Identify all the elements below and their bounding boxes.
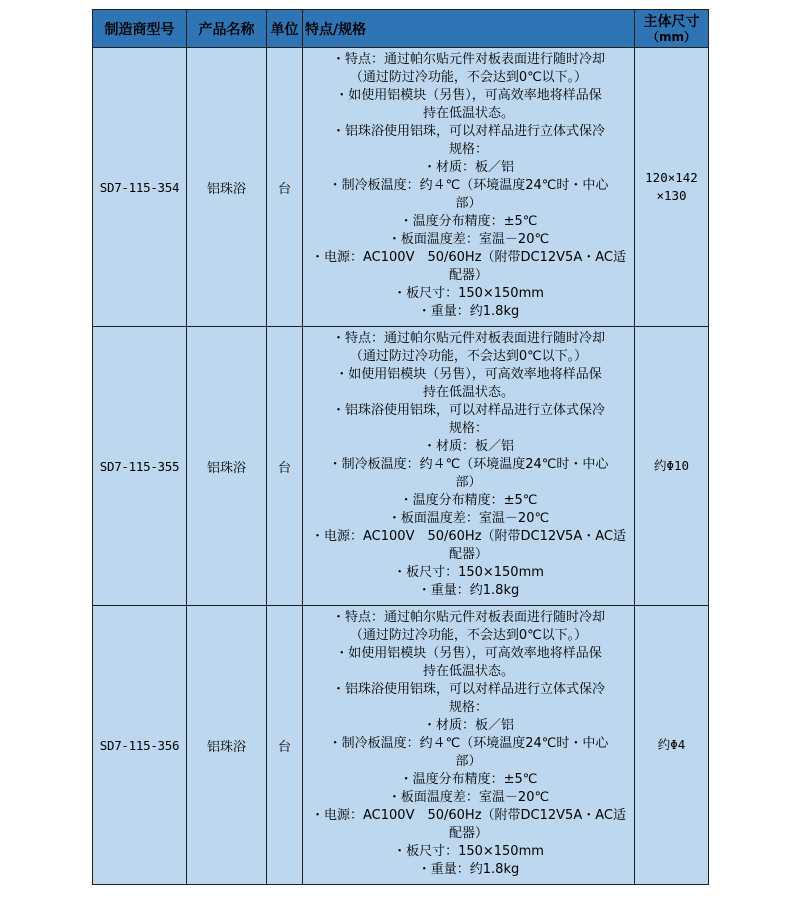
spec-line: ・温度分布精度：±5℃ [399, 214, 538, 229]
spec-line: ・温度分布精度：±5℃ [399, 493, 538, 508]
spec-line: （通过防过冷功能，不会达到0℃以下。） [349, 628, 588, 643]
spec-line: ・特点：通过帕尔贴元件对板表面进行随时冷却 [331, 610, 605, 625]
spec-line: ・板面温度差：室温－20℃ [387, 232, 550, 247]
spec-line: ・材质：板／铝 [422, 439, 514, 454]
header-spec: 特点/规格 [303, 10, 635, 48]
header-name: 产品名称 [187, 10, 267, 48]
table-row [93, 606, 709, 885]
spec-line: ・制冷板温度：约４℃（环境温度24℃时・中心 [328, 736, 609, 751]
spec-line: ・铝珠浴使用铝珠，可以对样品进行立体式保冷 [331, 124, 605, 139]
spec-line: 部） [455, 754, 482, 769]
table-header [93, 10, 709, 48]
spec-cell [303, 48, 635, 327]
spec-line: 规格： [448, 421, 488, 436]
spec-line: 持在低温状态。 [422, 106, 514, 121]
unit-cell: 台 [267, 606, 303, 885]
spec-line: ・板面温度差：室温－20℃ [387, 511, 550, 526]
spec-line: （通过防过冷功能，不会达到0℃以下。） [349, 70, 588, 85]
spec-line: 规格： [448, 700, 488, 715]
spec-line: ・电源：AC100V 50/60Hz（附带DC12V5A・AC适 [311, 250, 626, 265]
spec-line: 配器） [448, 826, 488, 841]
spec-line: ・如使用铝模块（另售），可高效率地将样品保 [335, 88, 602, 103]
spec-cell [303, 606, 635, 885]
product-name-cell: 铝珠浴 [187, 606, 267, 885]
header-size-unit: （mm） [646, 29, 696, 44]
header-size-label: 主体尺寸 [643, 13, 700, 30]
spec-line: ・重量：约1.8kg [417, 583, 520, 598]
size-cell [635, 48, 709, 327]
table-row [93, 48, 709, 327]
spec-line: ・铝珠浴使用铝珠，可以对样品进行立体式保冷 [331, 403, 605, 418]
unit-cell: 台 [267, 327, 303, 606]
spec-line: ・电源：AC100V 50/60Hz（附带DC12V5A・AC适 [311, 808, 626, 823]
spec-line: 持在低温状态。 [422, 664, 514, 679]
spec-line: ・如使用铝模块（另售），可高效率地将样品保 [335, 646, 602, 661]
size-line: ×130 [656, 188, 687, 203]
table-row [93, 327, 709, 606]
product-name-cell: 铝珠浴 [187, 327, 267, 606]
spec-line: ・板面温度差：室温－20℃ [387, 790, 550, 805]
spec-line: ・如使用铝模块（另售），可高效率地将样品保 [335, 367, 602, 382]
spec-line: ・重量：约1.8kg [417, 862, 520, 877]
spec-line: （通过防过冷功能，不会达到0℃以下。） [349, 349, 588, 364]
spec-line: 配器） [448, 547, 488, 562]
spec-line: ・制冷板温度：约４℃（环境温度24℃时・中心 [328, 178, 609, 193]
spec-line: ・特点：通过帕尔贴元件对板表面进行随时冷却 [331, 52, 605, 67]
spec-line: 部） [455, 475, 482, 490]
header-size [635, 10, 709, 48]
spec-line: ・温度分布精度：±5℃ [399, 772, 538, 787]
spec-line: ・材质：板／铝 [422, 718, 514, 733]
spec-line: ・板尺寸：150×150mm [393, 844, 544, 859]
size-cell: 约Φ10 [635, 327, 709, 606]
spec-line: ・材质：板／铝 [422, 160, 514, 175]
header-model: 制造商型号 [93, 10, 187, 48]
size-line: 120×142 [645, 170, 698, 185]
model-cell: SD7-115-356 [93, 606, 187, 885]
spec-line: ・板尺寸：150×150mm [393, 286, 544, 301]
spec-line: 持在低温状态。 [422, 385, 514, 400]
spec-line: ・制冷板温度：约４℃（环境温度24℃时・中心 [328, 457, 609, 472]
product-name-cell: 铝珠浴 [187, 48, 267, 327]
spec-line: 规格： [448, 142, 488, 157]
header-unit: 单位 [267, 10, 303, 48]
model-cell: SD7-115-354 [93, 48, 187, 327]
spec-line: ・电源：AC100V 50/60Hz（附带DC12V5A・AC适 [311, 529, 626, 544]
spec-line: ・铝珠浴使用铝珠，可以对样品进行立体式保冷 [331, 682, 605, 697]
product-spec-table [92, 9, 709, 885]
size-cell: 约Φ4 [635, 606, 709, 885]
spec-line: ・重量：约1.8kg [417, 304, 520, 319]
spec-line: 部） [455, 196, 482, 211]
spec-cell [303, 327, 635, 606]
spec-line: 配器） [448, 268, 488, 283]
unit-cell: 台 [267, 48, 303, 327]
spec-line: ・板尺寸：150×150mm [393, 565, 544, 580]
table-body [93, 48, 709, 885]
spec-line: ・特点：通过帕尔贴元件对板表面进行随时冷却 [331, 331, 605, 346]
model-cell: SD7-115-355 [93, 327, 187, 606]
